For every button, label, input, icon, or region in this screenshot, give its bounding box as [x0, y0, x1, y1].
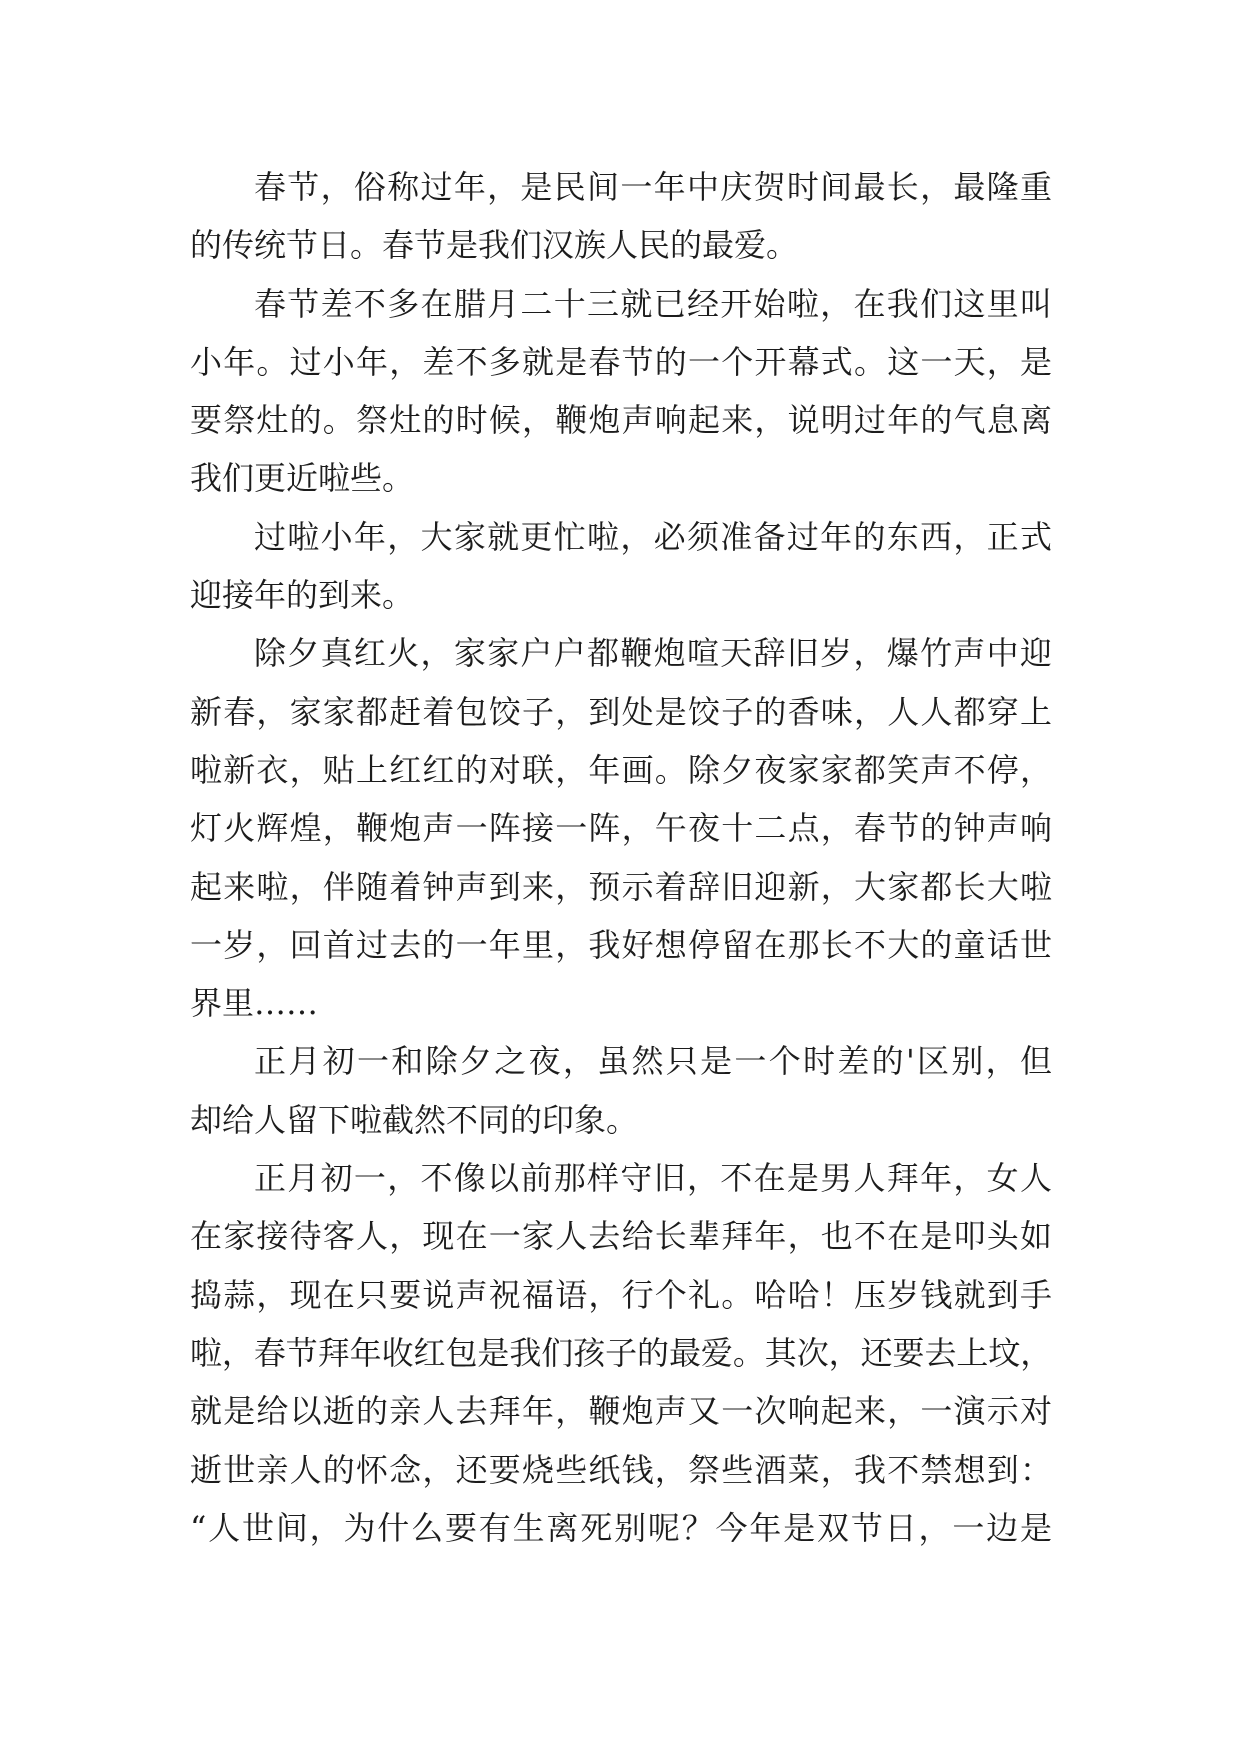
text-line: 却给人留下啦截然不同的印象。 — [190, 1100, 639, 1139]
text-line: 除夕真红火，家家户户都鞭炮喧天辞旧岁，爆竹声中迎 — [254, 634, 1052, 673]
text-line: 的传统节日。春节是我们汉族人民的最爱。 — [190, 226, 799, 265]
text-line: 春节差不多在腊月二十三就已经开始啦，在我们这里叫 — [254, 284, 1052, 323]
text-line: 小年。过小年，差不多就是春节的一个开幕式。这一天，是 — [190, 342, 1052, 381]
paragraph — [190, 508, 1052, 625]
text-line: 在家接待客人，现在一家人去给长辈拜年，也不在是叩头如 — [190, 1217, 1052, 1256]
text-line: 要祭灶的。祭灶的时候，鞭炮声响起来，说明过年的气息离 — [190, 401, 1052, 440]
paragraph — [190, 1032, 1052, 1149]
text-line: 捣蒜，现在只要说声祝福语，行个礼。哈哈！压岁钱就到手 — [190, 1275, 1052, 1314]
text-line: 就是给以逝的亲人去拜年，鞭炮声又一次响起来，一演示对 — [190, 1392, 1052, 1431]
text-line: 正月初一和除夕之夜，虽然只是一个时差的'区别，但 — [254, 1042, 1052, 1081]
document-body — [190, 158, 1052, 1557]
text-line: 起来啦，伴随着钟声到来，预示着辞旧迎新，大家都长大啦 — [190, 867, 1052, 906]
text-line: 逝世亲人的怀念，还要烧些纸钱，祭些酒菜，我不禁想到： — [190, 1450, 1052, 1489]
paragraph — [190, 275, 1052, 508]
text-line: “人世间，为什么要有生离死别呢？今年是双节日，一边是 — [190, 1508, 1052, 1547]
text-line: 灯火辉煌，鞭炮声一阵接一阵，午夜十二点，春节的钟声响 — [190, 809, 1052, 848]
text-line: 正月初一，不像以前那样守旧，不在是男人拜年，女人 — [254, 1159, 1052, 1198]
text-line: 我们更近啦些。 — [190, 459, 415, 498]
text-line: 迎接年的到来。 — [190, 576, 415, 615]
text-line: 啦，春节拜年收红包是我们孩子的最爱。其次，还要去上坟， — [190, 1333, 1052, 1372]
text-line: 界里…… — [190, 984, 319, 1023]
text-line: 新春，家家都赶着包饺子，到处是饺子的香味，人人都穿上 — [190, 692, 1052, 731]
text-line: 过啦小年，大家就更忙啦，必须准备过年的东西，正式 — [254, 517, 1052, 556]
paragraph — [190, 158, 1052, 275]
text-line: 一岁，回首过去的一年里，我好想停留在那长不大的童话世 — [190, 925, 1052, 964]
paragraph — [190, 1149, 1052, 1557]
text-line: 啦新衣，贴上红红的对联，年画。除夕夜家家都笑声不停， — [190, 750, 1052, 789]
text-line: 春节，俗称过年，是民间一年中庆贺时间最长，最隆重 — [254, 168, 1052, 206]
paragraph — [190, 624, 1052, 1032]
